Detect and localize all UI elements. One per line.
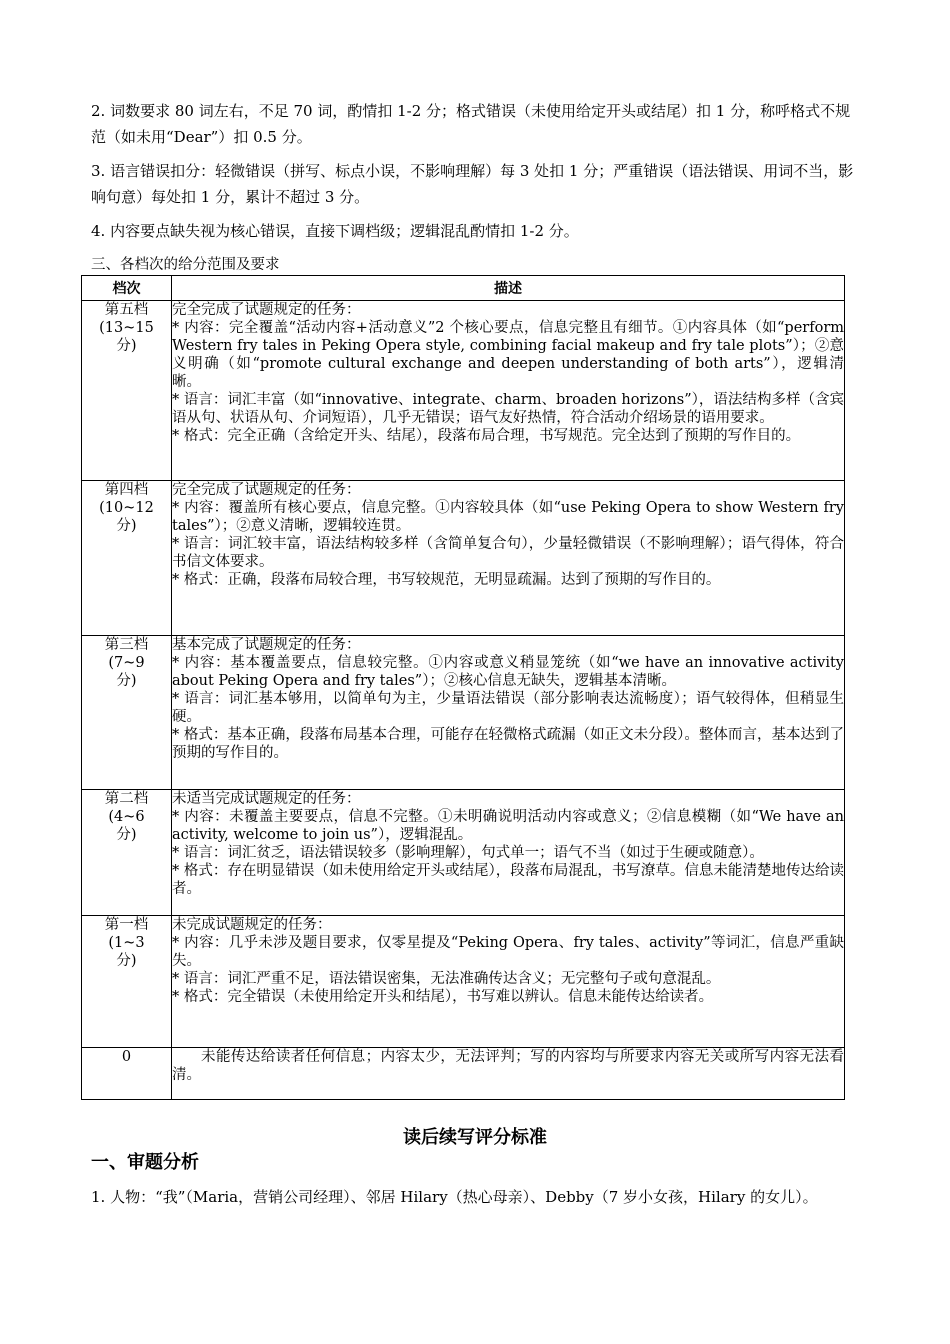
description-line: 未适当完成试题规定的任务： <box>172 791 361 807</box>
description-line: 完全完成了试题规定的任务： <box>172 302 361 318</box>
table-row <box>82 1048 845 1100</box>
description-line: * 语言：词汇贫乏，语法错误较多（影响理解），句式单一；语气不当（如过于生硬或随意）。 <box>172 845 764 861</box>
description-line: * 语言：词汇基本够用，以简单句为主，少量语法错误（部分影响表达流畅度）；语气较得体，但稍显生硬。 <box>172 691 844 725</box>
description-line: * 语言：词汇较丰富，语法结构较多样（含简单复合句），少量轻微错误（不影响理解）；语气得体，符合书信文体要求。 <box>172 536 844 570</box>
section-title: 三、各档次的给分范围及要求 <box>91 257 280 273</box>
table-row <box>82 916 845 1048</box>
description-line: * 格式：完全正确（含给定开头、结尾），段落布局合理，书写规范。完全达到了预期的写作目的。 <box>172 428 801 444</box>
header-description: 描述 <box>172 276 845 301</box>
description-line: * 内容：完全覆盖“活动内容+活动意义”2 个核心要点，信息完整且有细节。①内容具体（如“perform Western fry tales in Peking Opera style, combining facial makeup and fry tale plots”）；②意义明确（如“promote cultural exchange and deepen understanding of both arts”），逻辑清晰。 <box>172 320 844 390</box>
description-line: 完全完成了试题规定的任务： <box>172 482 361 498</box>
description-line: * 格式：存在明显错误（如未使用给定开头或结尾），段落布局混乱，书写潦草。信息未能清楚地传达给读者。 <box>172 863 844 897</box>
level-cell: 第四档 (10~12 分) <box>82 481 172 636</box>
description-cell <box>172 481 845 636</box>
description-line: * 内容：覆盖所有核心要点，信息完整。①内容较具体（如“use Peking Opera to show Western fry tales”）；②意义清晰，逻辑较连贯。 <box>172 500 844 534</box>
description-line: * 格式：正确，段落布局较合理，书写较规范，无明显疏漏。达到了预期的写作目的。 <box>172 572 721 588</box>
description-cell <box>172 790 845 916</box>
description-cell <box>172 301 845 481</box>
description-line: * 内容：未覆盖主要要点，信息不完整。①未明确说明活动内容或意义；②信息模糊（如“We have an activity, welcome to join us”），逻辑混乱。 <box>172 809 844 843</box>
level-cell: 第三档 (7~9 分) <box>82 636 172 790</box>
rubric-table <box>81 275 845 1100</box>
analysis-heading: 一、审题分析 <box>91 1152 199 1173</box>
description-line: * 语言：词汇丰富（如“innovative、integrate、charm、broaden horizons”），语法结构多样（含宾语从句、状语从句、介词短语），几乎无错误；语气友好热情，符合活动介绍场景的语用要求。 <box>172 392 844 426</box>
description-line: * 内容：几乎未涉及题目要求，仅零星提及“Peking Opera、fry tales、activity”等词汇，信息严重缺失。 <box>172 935 844 969</box>
table-row <box>82 481 845 636</box>
level-cell: 第五档 (13~15 分) <box>82 301 172 481</box>
scoring-rule-3: 3. 语言错误扣分：轻微错误（拼写、标点小误，不影响理解）每 3 处扣 1 分；严重错误（语法错误、用词不当，影响句意）每处扣 1 分，累计不超过 3 分。 <box>91 162 854 206</box>
description-cell <box>172 636 845 790</box>
description-line: * 内容：基本覆盖要点，信息较完整。①内容或意义稍显笼统（如“we have an innovative activity about Peking Opera and fry tales”）；②核心信息无缺失，逻辑基本清晰。 <box>172 655 844 689</box>
table-row <box>82 636 845 790</box>
continuation-title: 读后续写评分标准 <box>403 1127 547 1148</box>
scoring-rule-2: 2. 词数要求 80 词左右，不足 70 词，酌情扣 1-2 分；格式错误（未使用给定开头或结尾）扣 1 分，称呼格式不规范（如未用“Dear”）扣 0.5 分。 <box>91 102 851 146</box>
scoring-rule-4: 4. 内容要点缺失视为核心错误，直接下调档级；逻辑混乱酌情扣 1-2 分。 <box>91 222 579 240</box>
description-cell <box>172 1048 845 1100</box>
description-line: 未能传达给读者任何信息；内容太少，无法评判；写的内容均与所要求内容无关或所写内容无法看清。 <box>172 1049 844 1083</box>
description-line: * 语言：词汇严重不足，语法错误密集，无法准确传达含义；无完整句子或句意混乱。 <box>172 971 721 987</box>
header-level: 档次 <box>82 276 172 301</box>
level-cell: 0 <box>82 1048 172 1100</box>
table-header-row <box>82 276 845 301</box>
level-cell: 第一档 (1~3 分) <box>82 916 172 1048</box>
description-line: 基本完成了试题规定的任务： <box>172 637 361 653</box>
description-line: * 格式：基本正确，段落布局基本合理，可能存在轻微格式疏漏（如正文未分段）。整体而言，基本达到了预期的写作目的。 <box>172 727 844 761</box>
description-line: 未完成试题规定的任务： <box>172 917 332 933</box>
level-cell: 第二档 (4~6 分) <box>82 790 172 916</box>
table-row <box>82 790 845 916</box>
analysis-item-1: 1. 人物：“我”（Maria，营销公司经理）、邻居 Hilary（热心母亲）、Debby（7 岁小女孩，Hilary 的女儿）。 <box>91 1188 818 1206</box>
table-row <box>82 301 845 481</box>
description-cell <box>172 916 845 1048</box>
description-line: * 格式：完全错误（未使用给定开头和结尾），书写难以辨认。信息未能传达给读者。 <box>172 989 714 1005</box>
